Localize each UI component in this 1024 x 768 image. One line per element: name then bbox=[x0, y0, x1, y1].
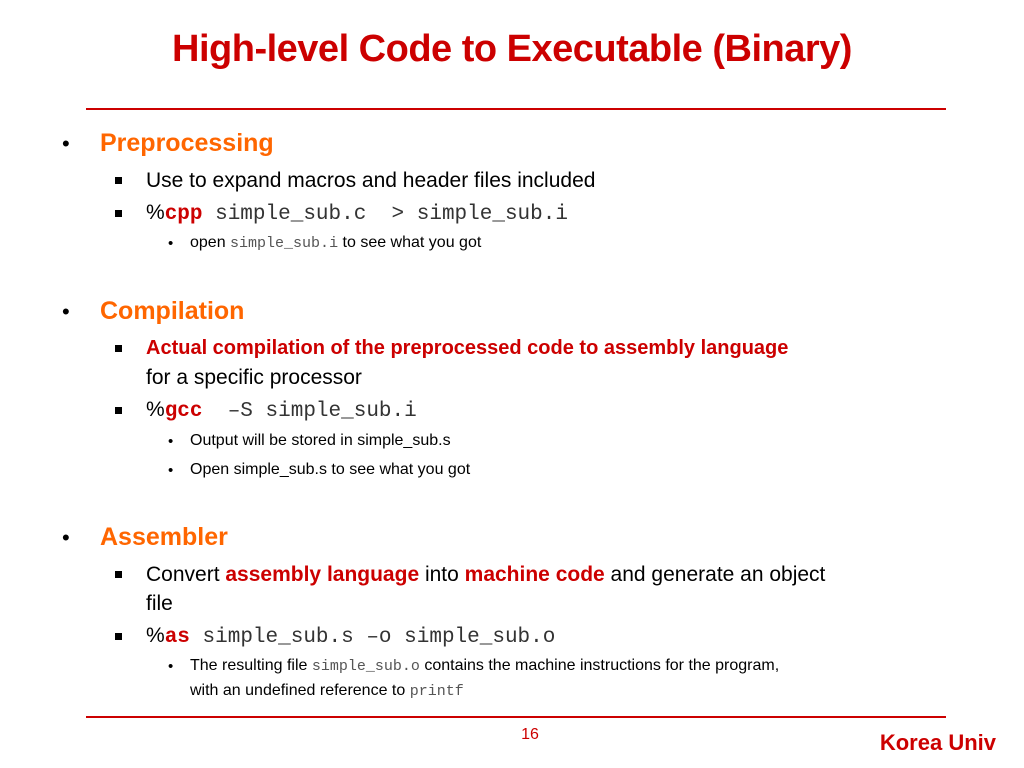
preprocessing-note bbox=[190, 234, 481, 252]
command-keyword: as bbox=[164, 626, 190, 649]
page-number: 16 bbox=[521, 726, 539, 743]
cpp-command bbox=[146, 201, 568, 226]
note-code: simple_sub.o bbox=[311, 658, 420, 675]
note-code: simple_sub.i bbox=[230, 235, 339, 252]
note-text: to see what you got bbox=[338, 234, 482, 251]
compilation-description-highlight: Actual compilation of the preprocessed code to assembly language bbox=[146, 337, 789, 359]
bullet-icon: • bbox=[168, 462, 174, 479]
description-text: into bbox=[419, 563, 465, 586]
section-heading-compilation: Compilation bbox=[100, 297, 245, 325]
command-prefix: % bbox=[146, 201, 165, 224]
note-text: open bbox=[190, 234, 231, 251]
description-text: and generate an object bbox=[604, 563, 826, 586]
bullet-icon: • bbox=[168, 235, 174, 252]
as-command bbox=[146, 624, 555, 649]
square-bullet-icon bbox=[115, 407, 122, 414]
assembler-note-wrap bbox=[190, 682, 464, 700]
bullet-icon: • bbox=[62, 525, 70, 550]
compilation-note-output: Output will be stored in simple_sub.s bbox=[190, 432, 451, 449]
compilation-description-rest: for a specific processor bbox=[146, 366, 362, 389]
bullet-icon: • bbox=[168, 433, 174, 450]
bullet-icon: • bbox=[62, 131, 70, 156]
square-bullet-icon bbox=[115, 633, 122, 640]
footer-brand: Korea Univ bbox=[879, 730, 996, 755]
square-bullet-icon bbox=[115, 177, 122, 184]
footer-divider bbox=[86, 716, 946, 718]
command-keyword: gcc bbox=[164, 400, 203, 423]
note-text: with an undefined reference to bbox=[190, 682, 410, 699]
section-heading-assembler: Assembler bbox=[100, 523, 228, 551]
description-highlight: machine code bbox=[464, 563, 605, 586]
assembler-description bbox=[146, 563, 825, 587]
square-bullet-icon bbox=[115, 210, 122, 217]
note-text: The resulting file bbox=[190, 657, 312, 674]
command-prefix: % bbox=[146, 624, 165, 647]
assembler-note bbox=[190, 657, 779, 675]
description-highlight: assembly language bbox=[225, 563, 420, 586]
command-args: simple_sub.s –o simple_sub.o bbox=[189, 626, 556, 649]
square-bullet-icon bbox=[115, 345, 122, 352]
command-prefix: % bbox=[146, 398, 165, 421]
bullet-icon: • bbox=[62, 299, 70, 324]
note-text: contains the machine instructions for the program, bbox=[419, 657, 780, 674]
command-keyword: cpp bbox=[164, 203, 203, 226]
bullet-icon: • bbox=[168, 658, 174, 675]
compilation-note-open: Open simple_sub.s to see what you got bbox=[190, 461, 471, 478]
assembler-description-wrap: file bbox=[146, 592, 173, 615]
gcc-command bbox=[146, 398, 417, 423]
note-code: printf bbox=[409, 683, 464, 700]
slide-title: High-level Code to Executable (Binary) bbox=[172, 28, 852, 70]
square-bullet-icon bbox=[115, 571, 122, 578]
description-text: Convert bbox=[146, 563, 226, 586]
section-heading-preprocessing: Preprocessing bbox=[100, 129, 274, 157]
command-args: –S simple_sub.i bbox=[202, 400, 417, 423]
command-args: simple_sub.c > simple_sub.i bbox=[202, 203, 568, 226]
preprocessing-description: Use to expand macros and header files included bbox=[146, 169, 596, 192]
